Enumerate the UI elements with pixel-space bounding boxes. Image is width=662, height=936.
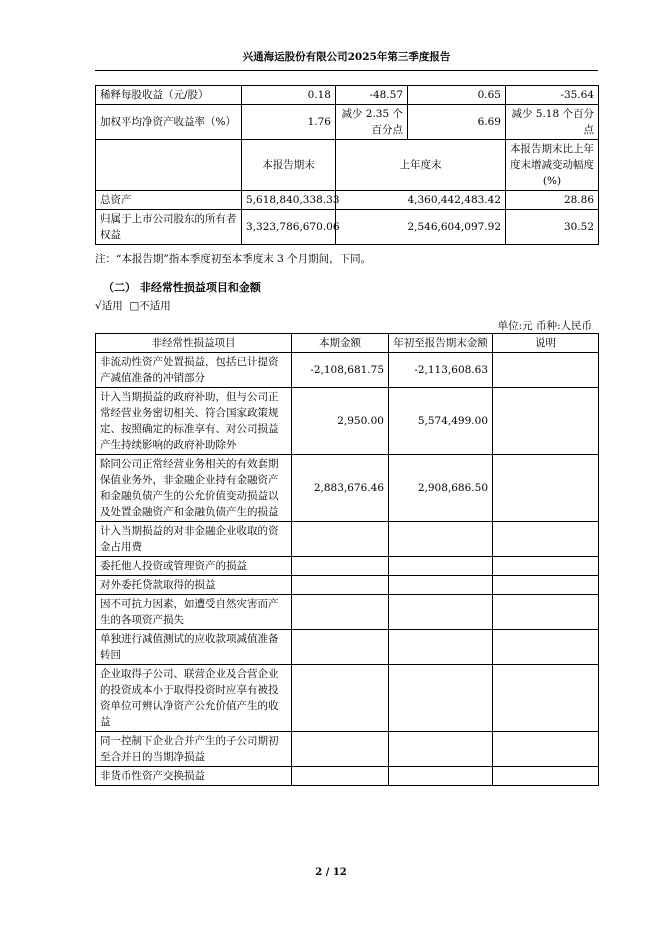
cell-ytd bbox=[389, 732, 493, 767]
cell-value: 0.65 bbox=[408, 86, 506, 105]
column-header: 本报告期末 bbox=[242, 140, 336, 191]
non-recurring-items-table bbox=[95, 333, 599, 786]
column-header: 上年度末 bbox=[336, 140, 506, 191]
column-header-desc: 说明 bbox=[493, 334, 599, 353]
cell-current bbox=[292, 522, 389, 557]
cell-value: 4,360,442,483.42 bbox=[336, 191, 506, 210]
cell-ytd: -2,113,608.63 bbox=[389, 353, 493, 388]
cell-ytd bbox=[389, 522, 493, 557]
cell-value: 减少 2.35 个百分点 bbox=[336, 105, 408, 140]
cell-current bbox=[292, 665, 389, 732]
cell-ytd bbox=[389, 557, 493, 576]
page-number: 2 / 12 bbox=[315, 867, 347, 878]
cell-current bbox=[292, 767, 389, 786]
cell-ytd bbox=[389, 595, 493, 630]
cell-desc bbox=[493, 522, 599, 557]
cell-current: -2,108,681.75 bbox=[292, 353, 389, 388]
cell-desc bbox=[493, 732, 599, 767]
cell-desc bbox=[493, 455, 599, 522]
cell-item: 计入当期损益的政府补助，但与公司正常经营业务密切相关、符合国家政策规定、按照确定的标准享有、对公司损益产生持续影响的政府补助除外 bbox=[96, 388, 292, 455]
table-row bbox=[96, 353, 599, 388]
cell-desc bbox=[493, 353, 599, 388]
cell-value: 30.52 bbox=[506, 210, 599, 245]
table-row bbox=[96, 191, 599, 210]
cell-item: 委托他人投资或管理资产的损益 bbox=[96, 557, 292, 576]
cell-item: 非流动性资产处置损益，包括已计提资产减值准备的冲销部分 bbox=[96, 353, 292, 388]
table-row bbox=[96, 522, 599, 557]
cell-value: -48.57 bbox=[336, 86, 408, 105]
cell-desc bbox=[493, 630, 599, 665]
cell-value: 5,618,840,338.33 bbox=[242, 191, 336, 210]
cell-current bbox=[292, 576, 389, 595]
table-row bbox=[96, 557, 599, 576]
cell-current bbox=[292, 557, 389, 576]
row-label: 加权平均净资产收益率（%） bbox=[96, 105, 242, 140]
cell-item: 对外委托贷款取得的损益 bbox=[96, 576, 292, 595]
cell-ytd bbox=[389, 576, 493, 595]
cell-desc bbox=[493, 665, 599, 732]
table-row bbox=[96, 595, 599, 630]
cell-item: 非货币性资产交换损益 bbox=[96, 767, 292, 786]
unit-label: 单位:元 币种:人民币 bbox=[497, 320, 592, 332]
cell-current bbox=[292, 630, 389, 665]
applicable-checkbox: √适用 bbox=[95, 300, 123, 312]
cell-value: 2,546,604,097.92 bbox=[336, 210, 506, 245]
column-header-current: 本期金额 bbox=[292, 334, 389, 353]
cell-item: 单独进行减值测试的应收款项减值准备转回 bbox=[96, 630, 292, 665]
cell-item: 因不可抗力因素，如遭受自然灾害而产生的各项资产损失 bbox=[96, 595, 292, 630]
cell-current bbox=[292, 732, 389, 767]
row-label: 归属于上市公司股东的所有者权益 bbox=[96, 210, 242, 245]
cell-ytd bbox=[389, 665, 493, 732]
cell-ytd: 2,908,686.50 bbox=[389, 455, 493, 522]
cell-current: 2,883,676.46 bbox=[292, 455, 389, 522]
column-header-item: 非经常性损益项目 bbox=[96, 334, 292, 353]
empty-cell bbox=[96, 140, 242, 191]
cell-value: -35.64 bbox=[506, 86, 599, 105]
table-header-row bbox=[96, 140, 599, 191]
table-row bbox=[96, 210, 599, 245]
table-note: 注：“本报告期”指本季度初至本季度末 3 个月期间，下同。 bbox=[95, 253, 372, 265]
cell-desc bbox=[493, 388, 599, 455]
cell-value: 减少 5.18 个百分点 bbox=[506, 105, 599, 140]
cell-value: 1.76 bbox=[242, 105, 336, 140]
applicability-options bbox=[95, 298, 171, 313]
cell-desc bbox=[493, 595, 599, 630]
table-row bbox=[96, 630, 599, 665]
column-header-ytd: 年初至报告期末金额 bbox=[389, 334, 493, 353]
section-title: （二） 非经常性损益项目和金额 bbox=[103, 281, 261, 294]
table-row bbox=[96, 767, 599, 786]
cell-current: 2,950.00 bbox=[292, 388, 389, 455]
table-row bbox=[96, 576, 599, 595]
cell-current bbox=[292, 595, 389, 630]
cell-desc bbox=[493, 557, 599, 576]
table-row bbox=[96, 732, 599, 767]
table-header-row bbox=[96, 334, 599, 353]
table-body bbox=[96, 353, 599, 786]
cell-value: 0.18 bbox=[242, 86, 336, 105]
cell-ytd: 5,574,499.00 bbox=[389, 388, 493, 455]
row-label: 总资产 bbox=[96, 191, 242, 210]
cell-value: 28.86 bbox=[506, 191, 599, 210]
financial-indicators-table bbox=[95, 85, 599, 245]
column-header: 本报告期末比上年度末增减变动幅度(%) bbox=[506, 140, 599, 191]
cell-desc bbox=[493, 767, 599, 786]
report-header: 兴通海运股份有限公司2025年第三季度报告 bbox=[95, 49, 598, 71]
cell-item: 除同公司正常经营业务相关的有效套期保值业务外，非金融企业持有金融资产和金融负债产生的公允价值变动损益以及处置金融资产和金融负债产生的损益 bbox=[96, 455, 292, 522]
cell-value: 3,323,786,670.06 bbox=[242, 210, 336, 245]
table-row bbox=[96, 388, 599, 455]
cell-ytd bbox=[389, 630, 493, 665]
row-label: 稀释每股收益（元/股） bbox=[96, 86, 242, 105]
table-row bbox=[96, 455, 599, 522]
cell-item: 同一控制下企业合并产生的子公司期初至合并日的当期净损益 bbox=[96, 732, 292, 767]
cell-desc bbox=[493, 576, 599, 595]
cell-item: 企业取得子公司、联营企业及合营企业的投资成本小于取得投资时应享有被投资单位可辨认净资产公允价值产生的收益 bbox=[96, 665, 292, 732]
cell-ytd bbox=[389, 767, 493, 786]
table-row bbox=[96, 86, 599, 105]
cell-value: 6.69 bbox=[408, 105, 506, 140]
table-row bbox=[96, 105, 599, 140]
table-row bbox=[96, 665, 599, 732]
cell-item: 计入当期损益的对非金融企业收取的资金占用费 bbox=[96, 522, 292, 557]
not-applicable-checkbox: □不适用 bbox=[129, 300, 171, 312]
